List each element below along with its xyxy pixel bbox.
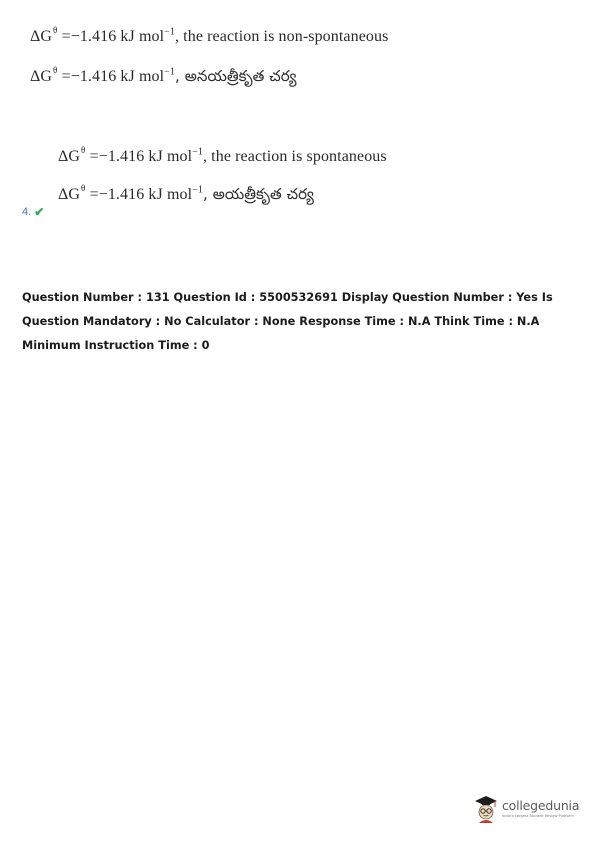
equation-value: =−1.416 kJ mol xyxy=(57,68,165,85)
equation-text: , the reaction is spontaneous xyxy=(202,148,387,165)
option-4-label xyxy=(22,205,44,219)
option-number: 4. xyxy=(22,206,32,218)
delta-g-symbol: ΔG xyxy=(30,28,53,45)
question-metadata-text: Question Number : 131 Question Id : 5500532691 Display Question Number : Yes Is Question Mandatory : No Calculator : None Response Time : N.A Think Time : N.A Minimum Instruction Time : 0 xyxy=(22,291,553,352)
question-metadata xyxy=(22,286,582,358)
unit-exponent: −1 xyxy=(192,146,203,158)
mascot-icon xyxy=(473,793,499,823)
collegedunia-logo xyxy=(473,793,579,823)
standard-state-superscript: θ xyxy=(81,183,86,193)
equation-text-telugu: , అనయత్రీకృత చర్య xyxy=(174,67,297,85)
equation-text: , the reaction is non-spontaneous xyxy=(174,28,389,45)
option-4-english-equation xyxy=(58,145,387,166)
standard-state-superscript: θ xyxy=(81,145,86,155)
delta-g-symbol: ΔG xyxy=(58,186,81,203)
option-4-telugu-equation xyxy=(58,185,314,207)
option-3-telugu-equation xyxy=(30,67,297,89)
equation-text-telugu: , అయత్రీకృత చర్య xyxy=(202,185,314,203)
brand-name: collegedunia xyxy=(502,798,580,813)
equation-value: =−1.416 kJ mol xyxy=(85,148,193,165)
standard-state-superscript: θ xyxy=(53,65,58,75)
unit-exponent: −1 xyxy=(164,26,175,38)
standard-state-superscript: θ xyxy=(53,25,58,35)
delta-g-symbol: ΔG xyxy=(58,148,81,165)
delta-g-symbol: ΔG xyxy=(30,68,53,85)
option-3-english-equation xyxy=(30,25,389,46)
correct-check-icon: ✔ xyxy=(34,205,45,219)
brand-tagline: India's Largest Student Review Platform xyxy=(502,814,574,818)
equation-value: =−1.416 kJ mol xyxy=(85,186,193,203)
equation-value: =−1.416 kJ mol xyxy=(57,28,165,45)
unit-exponent: −1 xyxy=(164,66,175,78)
unit-exponent: −1 xyxy=(192,184,203,196)
